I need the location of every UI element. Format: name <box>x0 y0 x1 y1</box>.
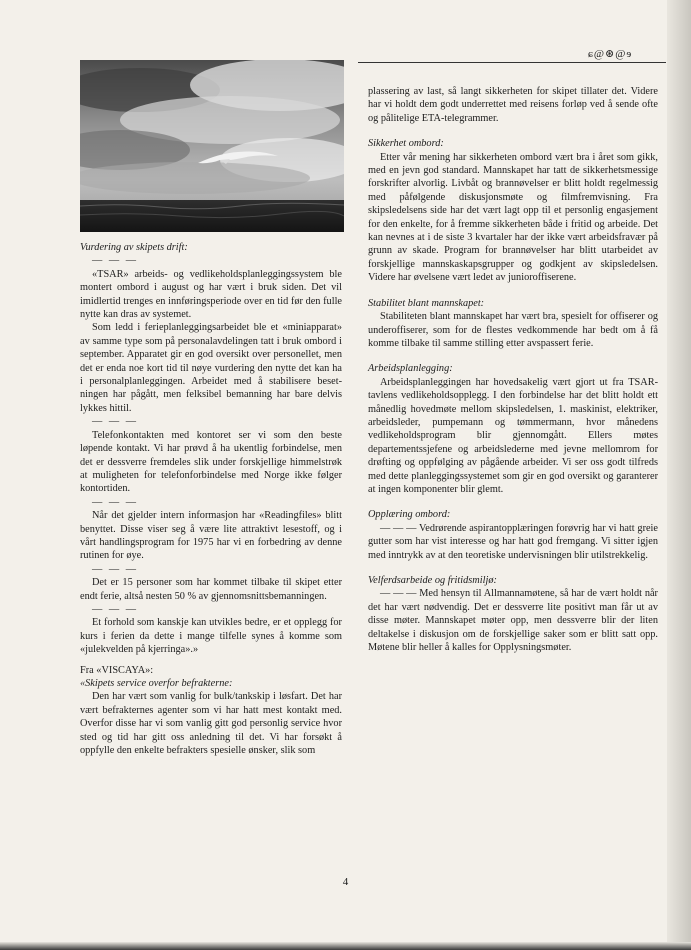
bottom-edge <box>0 942 691 950</box>
section-heading: Stabilitet blant mannskapet: <box>368 297 485 309</box>
section-heading: Opplæring ombord: <box>368 509 451 521</box>
paragraph: Stabiliteten blant mannskapet har vært bra, spesielt for offiserer og underoffiserer, som for de flestes vedkommende har bedt om å få komme tilbake til samme stilling etter avspassert ferie. <box>368 311 658 349</box>
section-heading: Velferdsarbeide og fritidsmiljø: <box>368 575 497 586</box>
paragraph: Telefonkontakten med kontoret ser vi som den beste løpende kontakt. Vi har prøvd å ha ukentlig forbindelse, men det er dessverre fremdeles slik under forskjellige himmelstrøk at muligheten for telefonforbindelse med Norge ikke følger kontortiden. <box>80 429 342 495</box>
paragraph: Arbeidsplanleggingen har hovedsakelig vært gjort ut fra TSAR-tavlens vedlikeholdsopplegg. I den forbindelse har det blitt holdt ett månedlig hovedmøte mellom skipsledelsen, 1. maskinist, elektriker, arbeidsleder, pumpemann og tømmermann, hvor månedens vedlikeholdsprogram blir gjennomgått. Ellers møtes departementssjefene og arbeidslederne med jevne mellomrom for drøfting og oppfølging av pågående arbeider. Vi ser oss godt tilfreds med dette planleggingssystemet som gir en god oversikt og garanterer at ingen komponenter blir glemt. <box>368 376 658 495</box>
seagull-photo <box>80 60 344 232</box>
paragraph: Når det gjelder intern informasjon har «Readingfiles» blitt benyttet. Disse viser seg å være lite attraktivt lesestoff, og i vårt handlingsprogram for 1975 har vi en forbedring av denne rutinen for øye. <box>80 510 342 562</box>
section-heading: Arbeidsplanlegging: <box>368 363 453 375</box>
header-ornament: ɕ@⊛@ɘ <box>588 48 633 60</box>
separator: — — — <box>92 416 139 428</box>
page-number: 4 <box>342 876 349 888</box>
paragraph: Etter vår mening har sikkerheten ombord vært bra i året som gikk, med en jevn god standard. Mannskapet har tatt de sikkerhetsmessige forskrifter alvorlig. Livbåt og brannøvelser er blitt holdt regelmessig med påfølgende diskusjonsmøte og filmfremvisning. Fra skipsledelsens side har det vært lagt opp til et personlig engasjement for den enkelte, for å fremme sikkerheten både i fritid og arbeide. Det kan nevnes at i de siste 3 kvartaler har der ikke vært arbeidsfravær på grunn av skade. Program for brannøvelser har blitt utarbeidet av forskjellige mannskaskapsgrupper og godkjent av skipsledelsen. Videre har øvelsene vært ledet av junioroffiserene. <box>368 151 658 284</box>
separator: — — — <box>92 255 139 267</box>
photo-caption: Vurdering av skipets drift: <box>80 242 188 253</box>
paragraph: «TSAR» arbeids- og vedlikeholdsplanleggingssystem ble montert ombord i august og har vært i bruk siden. Det vil imidlertid trenges en innføringsperiode over en tid før den fulle nytte kan dras av systemet. <box>80 268 342 321</box>
left-column <box>80 241 342 757</box>
seagull-photo-image <box>80 60 344 232</box>
section-heading: «Skipets service overfor befrakterne: <box>80 678 233 689</box>
page-edge <box>667 0 691 950</box>
paragraph: Et forhold som kanskje kan utvikles bedre, er et opplegg for kurs i ferien da dette i mange tilfelle synes å komme som «julekvelden på kjerringa».» <box>80 617 342 656</box>
paragraph: Som ledd i ferieplanleggingsarbeidet ble et «miniapparat» av samme type som på personalavdelingen tatt i bruk ombord i september. Apparatet gir en god oversikt over personellet, men det er enda noe kort tid til nøye vurdering den nytte det kan ha i personalplanleggingen. Arbeidet med å stabilisere besetningen har pågått, men felksibel bemanning har bare delvis lykkes hittil. <box>80 322 342 414</box>
paragraph: — — — Med hensyn til Allmannamøtene, så har de vært holdt når det har vært nødvendig. Det er dessverre lite positivt man får ut av disse møter. Mannskapet møter opp, men dessverre blir der liten deltakelse i diskusjon om de forskjellige saker som er blitt satt opp. Møtene blir heller å kalles for Opplysningsmøter. <box>368 588 658 654</box>
paragraph: — — — Vedrørende aspirantopplæringen forøvrig har vi hatt greie gutter som har vist interesse og har hatt god fremgang. Vi sitter igjen med inntrykk av at den teoretiske undervisningen blir utilstrekkelig. <box>368 522 658 561</box>
paragraph: plassering av last, så langt sikkerheten for skipet tillater det. Videre har vi holdt dem godt underrettet med reisens forløp ved å sende ofte og pålitelige ETA-telegrammer. <box>368 86 658 124</box>
separator: — — — <box>92 563 139 575</box>
paragraph: Det er 15 personer som har kommet tilbake til skipet etter endt ferie, altså nesten 50 % av gjennomsnittsbemanningen. <box>80 577 342 602</box>
paragraph: Den har vært som vanlig for bulk/tankskip i løsfart. Det har vært befrakternes agenter som vi har hatt mest kontakt med. Overfor disse har vi som vanlig gitt god personlig service hvor sted og tid har gitt oss anledning til det. Vi har forsøkt å oppfylle den enkelte befrakters spesielle ønsker, slik som <box>80 691 342 757</box>
right-column <box>368 85 658 654</box>
separator: — — — <box>92 603 139 615</box>
from-line: Fra «VISCAYA»: <box>80 664 154 676</box>
section-heading: Sikkerhet ombord: <box>368 138 444 150</box>
separator: — — — <box>92 496 139 508</box>
header-rule <box>358 62 666 63</box>
